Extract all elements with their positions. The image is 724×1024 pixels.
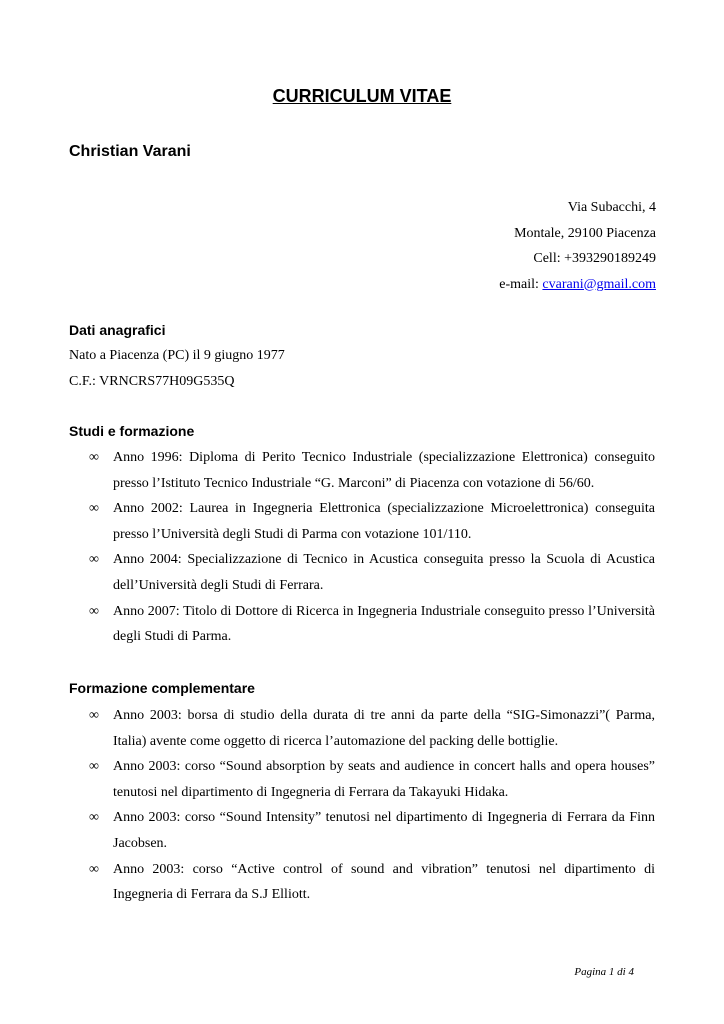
section-heading-formazione: Formazione complementare: [69, 680, 255, 696]
list-item: ∞ Anno 2004: Specializzazione di Tecnico in Acustica conseguita presso la Scuola di Acustica dell’Università degli Studi di Ferrara.: [0, 547, 724, 598]
dati-block: [69, 343, 285, 395]
bullet-icon: ∞: [89, 810, 99, 826]
bullet-icon: ∞: [89, 708, 99, 723]
list-item: ∞ Anno 2003: borsa di studio della durata di tre anni da parte della “SIG-Simonazzi”( Parma, Italia) avente come oggetto di ricerca l’automazione del packing delle bottiglie.: [0, 703, 724, 754]
contact-street: Via Subacchi, 4: [567, 200, 656, 215]
bullet-icon: ∞: [89, 603, 99, 619]
contact-block: [499, 195, 656, 297]
email-link[interactable]: cvarani@gmail.com: [542, 276, 656, 292]
list-item: ∞ Anno 2002: Laurea in Ingegneria Elettronica (specializzazione Microelettronica) conseguita presso l’Università degli Studi di Parma con votazione 101/110.: [0, 496, 724, 547]
section-heading-studi: Studi e formazione: [69, 423, 195, 439]
formazione-list: [0, 703, 724, 908]
dati-cf: C.F.: VRNCRS77H09G535Q: [69, 374, 235, 389]
email-label: e-mail:: [499, 276, 543, 292]
contact-cell: Cell: +393290189249: [533, 251, 656, 266]
list-item: ∞ Anno 1996: Diploma di Perito Tecnico Industriale (specializzazione Elettronica) conseguito presso l’Istituto Tecnico Industriale “G. Marconi” di Piacenza con votazione di 56/60.: [0, 445, 724, 496]
contact-email-line: [499, 272, 656, 298]
bullet-icon: ∞: [89, 501, 99, 517]
dati-birth: Nato a Piacenza (PC) il 9 giugno 1977: [69, 348, 285, 363]
bullet-icon: ∞: [89, 552, 99, 568]
list-item: ∞ Anno 2003: corso “Active control of sound and vibration” tenutosi nel dipartimento di Ingegneria di Ferrara da S.J Elliott.: [0, 857, 724, 908]
section-heading-dati: Dati anagrafici: [69, 322, 166, 338]
list-item: ∞ Anno 2003: corso “Sound absorption by seats and audience in concert halls and opera houses” tenutosi nel dipartimento di Ingegneria di Ferrara da Takayuki Hidaka.: [0, 754, 724, 805]
bullet-icon: ∞: [89, 759, 99, 775]
document-title: CURRICULUM VITAE: [272, 86, 452, 106]
contact-city: Montale, 29100 Piacenza: [514, 225, 656, 241]
person-name: Christian Varani: [69, 143, 191, 160]
bullet-icon: ∞: [89, 861, 99, 877]
list-item: ∞ Anno 2003: corso “Sound Intensity” tenutosi nel dipartimento di Ingegneria di Ferrara da Finn Jacobsen.: [0, 805, 724, 856]
list-item: ∞ Anno 2007: Titolo di Dottore di Ricerca in Ingegneria Industriale conseguito presso l’Università degli Studi di Parma.: [0, 599, 724, 650]
bullet-icon: ∞: [89, 450, 99, 465]
page-number: Pagina 1 di 4: [574, 966, 634, 978]
studi-list: [0, 445, 724, 650]
